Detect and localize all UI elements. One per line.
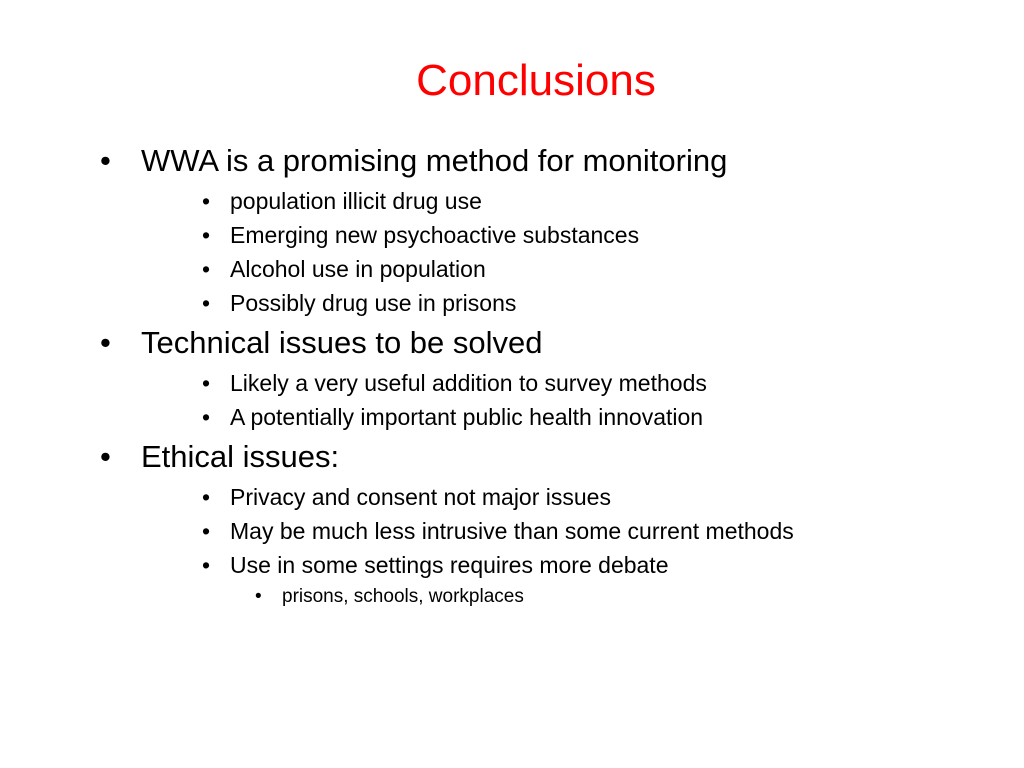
sub-bullet-point: [100, 400, 1000, 434]
sub-bullet-text: May be much less intrusive than some current methods: [230, 518, 794, 544]
bullet-point-technical-issues: [100, 320, 1000, 366]
bullet-icon: •: [202, 222, 211, 248]
bullet-point-wwa-monitoring: [100, 138, 1000, 184]
sub-bullet-text: Use in some settings requires more debate: [230, 552, 669, 578]
bullet-text: WWA is a promising method for monitoring: [141, 143, 728, 178]
sub-sub-bullet-point: [100, 582, 1000, 612]
bullet-icon: •: [202, 256, 211, 282]
sub-bullet-point: [100, 252, 1000, 286]
bullet-icon: •: [202, 484, 211, 510]
sub-bullet-text: A potentially important public health innovation: [230, 404, 704, 430]
sub-bullet-text: Emerging new psychoactive substances: [230, 222, 640, 248]
bullet-icon: •: [100, 439, 111, 474]
bullet-icon: •: [202, 188, 211, 214]
slide-title: Conclusions: [416, 56, 656, 105]
bullet-icon: •: [100, 325, 111, 360]
bullet-icon: •: [202, 552, 211, 578]
sub-bullet-text: Possibly drug use in prisons: [230, 290, 517, 316]
sub-bullet-point: [100, 218, 1000, 252]
bullet-point-ethical-issues: [100, 434, 1000, 480]
bullet-icon: •: [255, 586, 262, 607]
sub-bullet-text: Alcohol use in population: [230, 256, 486, 282]
sub-sub-bullet-text: prisons, schools, workplaces: [282, 586, 524, 607]
sub-bullet-text: Privacy and consent not major issues: [230, 484, 611, 510]
bullet-icon: •: [202, 290, 211, 316]
bullet-text: Technical issues to be solved: [141, 325, 543, 360]
bullet-list: [100, 138, 1000, 612]
bullet-icon: •: [202, 404, 211, 430]
sub-bullet-point: [100, 514, 1000, 548]
sub-bullet-point: [100, 548, 1000, 582]
bullet-icon: •: [202, 518, 211, 544]
sub-bullet-text: Likely a very useful addition to survey methods: [230, 370, 707, 396]
sub-bullet-point: [100, 286, 1000, 320]
sub-bullet-point: [100, 480, 1000, 514]
sub-bullet-text: population illicit drug use: [230, 188, 482, 214]
sub-bullet-point: [100, 184, 1000, 218]
bullet-icon: •: [100, 143, 111, 178]
sub-bullet-point: [100, 366, 1000, 400]
bullet-text: Ethical issues:: [141, 439, 340, 474]
bullet-icon: •: [202, 370, 211, 396]
